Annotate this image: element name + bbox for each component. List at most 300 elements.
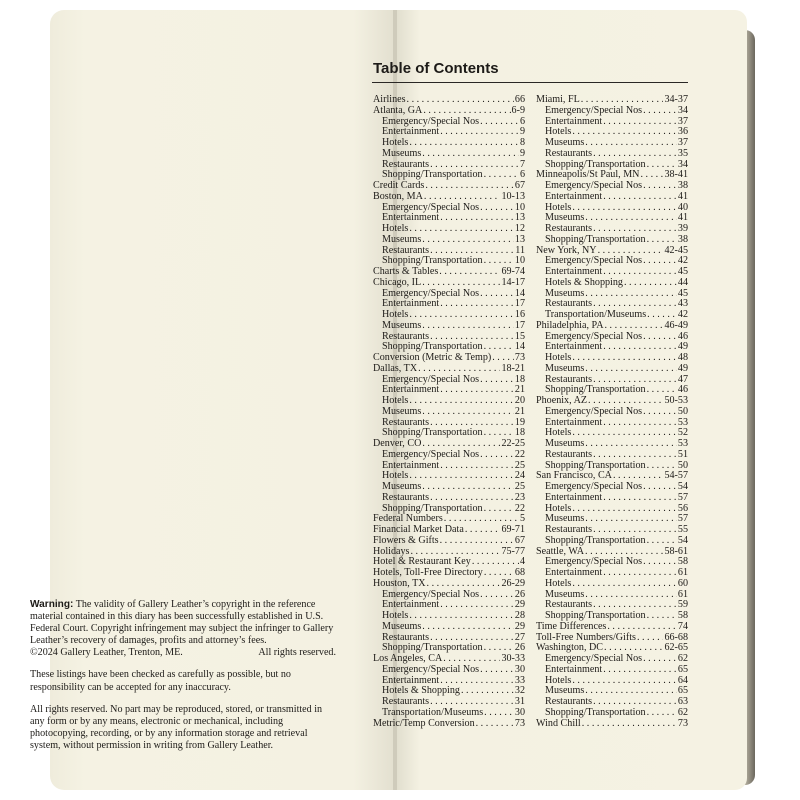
entry-pages: 59 [677,599,688,611]
entry-label: Entertainment [545,115,603,127]
entry-label: Museums [545,685,585,697]
entry-pages: 44 [677,276,688,288]
entry-pages: 37 [677,137,688,148]
dot-leader [643,181,677,192]
dot-leader [484,504,514,515]
entry-label: Hotel & Restaurant Key [373,556,471,568]
toc-entry [373,106,525,117]
entry-pages: 41 [677,212,688,224]
dot-leader [440,600,514,611]
toc-entry [373,364,525,375]
toc-subentry [536,493,688,504]
entry-pages: 49 [677,362,688,374]
entry-pages: 54 [677,481,688,492]
entry-pages: 18-21 [501,362,525,374]
entry-label: Restaurants [545,147,593,159]
dot-leader [409,471,514,482]
toc-subentry [373,708,525,719]
entry-pages: 65 [677,685,688,697]
entry-label: Houston, TX [373,577,426,589]
entry-pages: 53 [677,438,688,449]
entry-label: Emergency/Special Nos [545,180,643,191]
entry-label: New York, NY [536,244,597,256]
dot-leader [480,375,514,386]
entry-label: San Francisco, CA [536,470,612,482]
entry-pages: 30 [514,706,525,718]
entry-label: Chicago, IL [373,276,422,288]
dot-leader [440,213,514,224]
toc-subentry [373,321,525,332]
entry-pages: 14 [514,287,525,299]
entry-pages: 28 [514,610,525,621]
entry-pages: 22 [514,502,525,514]
entry-pages: 53 [677,416,688,428]
entry-label: Hotels [382,470,409,482]
entry-pages: 66-68 [664,631,688,643]
entry-pages: 65 [677,663,688,675]
entry-label: Conversion (Metric & Temp) [373,352,492,363]
entry-pages: 13 [514,233,525,245]
entry-pages: 11 [515,244,525,256]
toc-entry [536,321,688,332]
entry-pages: 20 [514,395,525,406]
warning-title: Warning: [30,599,74,610]
entry-pages: 61 [677,567,688,578]
entry-pages: 18 [514,373,525,385]
entry-pages: 73 [514,352,525,363]
entry-label: Emergency/Special Nos [545,255,643,267]
entry-pages: 39 [677,223,688,234]
entry-label: Time Differences [536,620,607,632]
entry-pages: 42-45 [664,244,688,256]
entry-label: Dallas, TX [373,362,418,374]
entry-pages: 73 [514,717,525,729]
dot-leader [430,493,514,504]
entry-label: Hotels [545,126,572,138]
entry-label: Restaurants [382,244,430,256]
dot-leader [585,590,677,601]
entry-label: Denver, CO [373,438,422,449]
toc-entry [373,192,525,203]
entry-pages: 21 [514,384,525,396]
toc-subentry [373,665,525,676]
dot-leader [572,676,677,687]
entry-pages: 29 [514,620,525,632]
dot-leader [593,450,677,461]
entry-label: Restaurants [382,416,430,428]
entry-label: Shopping/Transportation [545,384,646,396]
entry-pages: 27 [514,631,525,643]
entry-pages: 55 [677,524,688,535]
entry-pages: 17 [514,298,525,310]
entry-pages: 69-74 [501,266,525,277]
entry-pages: 8 [519,137,525,148]
entry-label: Restaurants [545,223,593,234]
dot-leader [647,536,677,547]
entry-label: Restaurants [545,448,593,460]
entry-pages: 7 [519,158,525,170]
dot-leader [585,514,677,525]
entry-pages: 56 [677,502,688,514]
toc-subentry [536,579,688,590]
entry-pages: 46 [677,330,688,342]
entry-pages: 31 [514,696,525,707]
dot-leader [624,278,677,289]
entry-label: Entertainment [545,663,603,675]
entry-pages: 26 [514,588,525,600]
dot-leader [647,708,677,719]
entry-label: Emergency/Special Nos [382,201,480,213]
entry-label: Emergency/Special Nos [545,556,643,568]
entry-pages: 10-13 [501,190,525,202]
entry-label: Shopping/Transportation [545,459,646,471]
entry-label: Shopping/Transportation [382,427,483,439]
entry-label: Miami, FL [536,94,580,105]
entry-label: Entertainment [382,674,440,686]
entry-label: Emergency/Special Nos [382,115,480,127]
entry-pages: 10 [514,255,525,267]
dot-leader [422,149,519,160]
dot-leader [643,106,677,117]
dot-leader [427,579,501,590]
dot-leader [484,708,514,719]
dot-leader [637,633,664,644]
dot-leader [643,557,677,568]
entry-label: Restaurants [382,631,430,643]
entry-pages: 14 [514,341,525,353]
entry-label: Shopping/Transportation [382,255,483,267]
entry-pages: 30 [514,663,525,675]
dot-leader [572,428,677,439]
entry-pages: 23 [514,491,525,503]
dot-leader [643,256,677,267]
dot-leader [409,396,514,407]
toc-subentry [536,708,688,719]
entry-pages: 52 [677,427,688,439]
entry-pages: 64 [677,674,688,686]
dot-leader [440,461,514,472]
entry-label: Restaurants [545,298,593,310]
entry-label: Entertainment [382,459,440,471]
entry-label: Hotels [545,674,572,686]
dot-leader [423,106,510,117]
title-rule [372,82,688,83]
dot-leader [409,224,514,235]
toc-subentry [373,493,525,504]
entry-pages: 34-37 [664,94,688,105]
entry-pages: 29 [514,599,525,611]
entry-label: Museums [382,319,422,331]
entry-pages: 43 [677,298,688,310]
toc-entry [536,719,688,730]
entry-label: Entertainment [545,491,603,503]
entry-pages: 16 [514,309,525,320]
entry-label: Entertainment [545,190,603,202]
entry-pages: 68 [514,567,525,578]
toc-subentry [373,149,525,160]
entry-pages: 4 [519,556,525,568]
entry-label: Shopping/Transportation [545,233,646,245]
dot-leader [643,332,677,343]
entry-label: Museums [545,513,585,525]
toc-entry [373,719,525,730]
entry-pages: 21 [514,405,525,417]
copyright-text: ©2024 Gallery Leather, Trenton, ME. [30,647,183,659]
entry-label: Holidays [373,545,410,557]
entry-label: Emergency/Special Nos [545,330,643,342]
dot-leader [422,321,514,332]
entry-label: Hotels & Shopping [382,685,460,697]
entry-label: Transportation/Museums [545,309,647,320]
dot-leader [480,203,514,214]
entry-pages: 46 [677,384,688,396]
rights-reserved-short: All rights reserved. [258,647,336,659]
entry-label: Shopping/Transportation [545,158,646,170]
entry-label: Restaurants [545,373,593,385]
entry-label: Emergency/Special Nos [382,448,480,460]
entry-label: Emergency/Special Nos [545,104,643,116]
toc-subentry [536,106,688,117]
entry-label: Restaurants [545,524,593,535]
dot-leader [585,138,677,149]
entry-label: Museums [545,212,585,224]
toc-subentry [536,235,688,246]
dot-leader [480,590,514,601]
entry-label: Shopping/Transportation [545,706,646,718]
entry-pages: 69-71 [501,524,525,535]
toc-column-1 [373,95,525,729]
entry-label: Shopping/Transportation [382,169,483,181]
dot-leader [422,407,514,418]
dot-leader [440,385,514,396]
entry-label: Museums [545,438,585,449]
entry-pages: 58 [677,556,688,568]
dot-leader [572,579,677,590]
entry-pages: 58-61 [664,545,688,557]
entry-pages: 34 [677,158,688,170]
entry-pages: 13 [514,212,525,224]
entry-pages: 67 [514,180,525,191]
entry-pages: 58 [677,610,688,621]
entry-pages: 38 [677,233,688,245]
entry-label: Federal Numbers [373,513,443,525]
dot-leader [422,235,514,246]
entry-label: Hotels [382,223,409,234]
entry-pages: 48 [677,352,688,363]
dot-leader [440,299,514,310]
entry-label: Emergency/Special Nos [382,287,480,299]
entry-label: Emergency/Special Nos [382,663,480,675]
toc-subentry [536,364,688,375]
dot-leader [585,686,677,697]
entry-label: Restaurants [382,491,430,503]
entry-pages: 50 [677,405,688,417]
entry-label: Museums [545,287,585,299]
entry-label: Hotels [545,352,572,363]
dot-leader [424,192,501,203]
toc-subentry [536,407,688,418]
entry-label: Shopping/Transportation [382,642,483,654]
entry-label: Hotels [382,309,409,320]
entry-pages: 25 [514,459,525,471]
dot-leader [480,117,519,128]
entry-pages: 57 [677,513,688,525]
dot-leader [585,439,677,450]
entry-pages: 74 [677,620,688,632]
entry-label: Hotels [382,610,409,621]
dot-leader [647,235,677,246]
entry-pages: 15 [514,330,525,342]
entry-pages: 45 [677,287,688,299]
toc-subentry [536,536,688,547]
page-title: Table of Contents [373,60,499,77]
entry-label: Museums [382,233,422,245]
dot-leader [607,622,677,633]
toc-entry [373,579,525,590]
entry-pages: 62 [677,653,688,664]
entry-pages: 54-57 [664,470,688,482]
dot-leader [409,611,514,622]
dot-leader [643,654,677,665]
entry-label: Emergency/Special Nos [382,588,480,600]
dot-leader [422,622,514,633]
dot-leader [603,665,677,676]
entry-label: Restaurants [382,158,430,170]
entry-pages: 75-77 [501,545,525,557]
entry-pages: 54 [677,534,688,546]
copyright-line [30,647,336,659]
entry-label: Entertainment [545,416,603,428]
dot-leader [585,213,677,224]
toc-entry [373,536,525,547]
entry-label: Hotels & Shopping [545,276,623,288]
entry-label: Airlines [373,94,406,105]
entry-pages: 25 [514,481,525,492]
entry-pages: 12 [514,223,525,234]
entry-label: Shopping/Transportation [382,341,483,353]
dot-leader [603,117,677,128]
dot-leader [582,719,677,730]
entry-pages: 41 [677,190,688,202]
entry-pages: 18 [514,427,525,439]
entry-pages: 49 [677,341,688,353]
toc-entry [373,278,525,289]
entry-pages: 57 [677,491,688,503]
dot-leader [643,482,677,493]
entry-label: Hotels [545,427,572,439]
entry-pages: 17 [514,319,525,331]
dot-leader [439,267,500,278]
entry-label: Charts & Tables [373,266,439,277]
entry-label: Entertainment [382,212,440,224]
toc-subentry [536,665,688,676]
entry-pages: 14-17 [501,276,525,288]
entry-label: Credit Cards [373,180,425,191]
entry-pages: 73 [677,717,688,729]
dot-leader [572,127,677,138]
dot-leader [603,493,677,504]
entry-pages: 51 [677,448,688,460]
entry-label: Hotels [382,395,409,406]
warning-paragraph [30,599,336,659]
entry-label: Shopping/Transportation [545,610,646,621]
entry-pages: 6-9 [511,104,525,116]
dot-leader [640,170,663,181]
dot-leader [480,665,514,676]
dot-leader [572,203,677,214]
entry-pages: 26-29 [501,577,525,589]
entry-pages: 37 [677,115,688,127]
entry-pages: 50 [677,459,688,471]
entry-label: Entertainment [382,126,440,138]
entry-pages: 45 [677,266,688,277]
dot-leader [465,525,501,536]
entry-pages: 42 [677,255,688,267]
toc-subentry [373,450,525,461]
dot-leader [484,170,519,181]
entry-label: Metric/Temp Conversion [373,717,475,729]
entry-pages: 35 [677,147,688,159]
dot-leader [572,353,677,364]
entry-pages: 61 [677,588,688,600]
legal-notice [30,599,336,762]
dot-leader [647,611,677,622]
entry-label: Museums [545,137,585,148]
entry-label: Hotels [545,201,572,213]
entry-pages: 47 [677,373,688,385]
entry-label: Museums [382,481,422,492]
entry-label: Entertainment [382,298,440,310]
dot-leader [440,536,514,547]
entry-pages: 66 [514,94,525,105]
entry-label: Hotels [545,577,572,589]
entry-pages: 40 [677,201,688,213]
entry-label: Museums [545,588,585,600]
dot-leader [476,719,514,730]
entry-pages: 38 [677,180,688,191]
dot-leader [480,289,514,300]
dot-leader [593,149,677,160]
entry-pages: 60 [677,577,688,589]
entry-label: Philadelphia, PA [536,319,604,331]
entry-label: Museums [382,620,422,632]
toc-subentry [536,149,688,160]
toc-subentry [536,450,688,461]
entry-label: Shopping/Transportation [545,534,646,546]
entry-pages: 34 [677,104,688,116]
entry-label: Los Angeles, CA [373,653,443,664]
dot-leader [603,192,677,203]
entry-label: Restaurants [382,330,430,342]
dot-leader [604,321,663,332]
entry-label: Museums [382,405,422,417]
entry-label: Boston, MA [373,190,423,202]
entry-pages: 6 [519,115,525,127]
entry-pages: 24 [514,470,525,482]
entry-pages: 63 [677,696,688,707]
entry-label: Museums [382,147,422,159]
dot-leader [643,407,677,418]
entry-label: Emergency/Special Nos [382,373,480,385]
entry-label: Entertainment [545,341,603,353]
dot-leader [418,364,500,375]
warning-text: The validity of Gallery Leather’s copyright in the reference material contained in this diary has been successfully established in U.S. Federal Court. Copyright infringement may subject the infringer to Gallery Leather’s recovery of damages, profits and attorney’s fees. [30,599,334,647]
entry-label: Hotels [545,502,572,514]
toc-subentry [373,235,525,246]
entry-label: Toll-Free Numbers/Gifts [536,631,636,643]
dot-leader [603,568,677,579]
entry-label: Restaurants [545,599,593,611]
